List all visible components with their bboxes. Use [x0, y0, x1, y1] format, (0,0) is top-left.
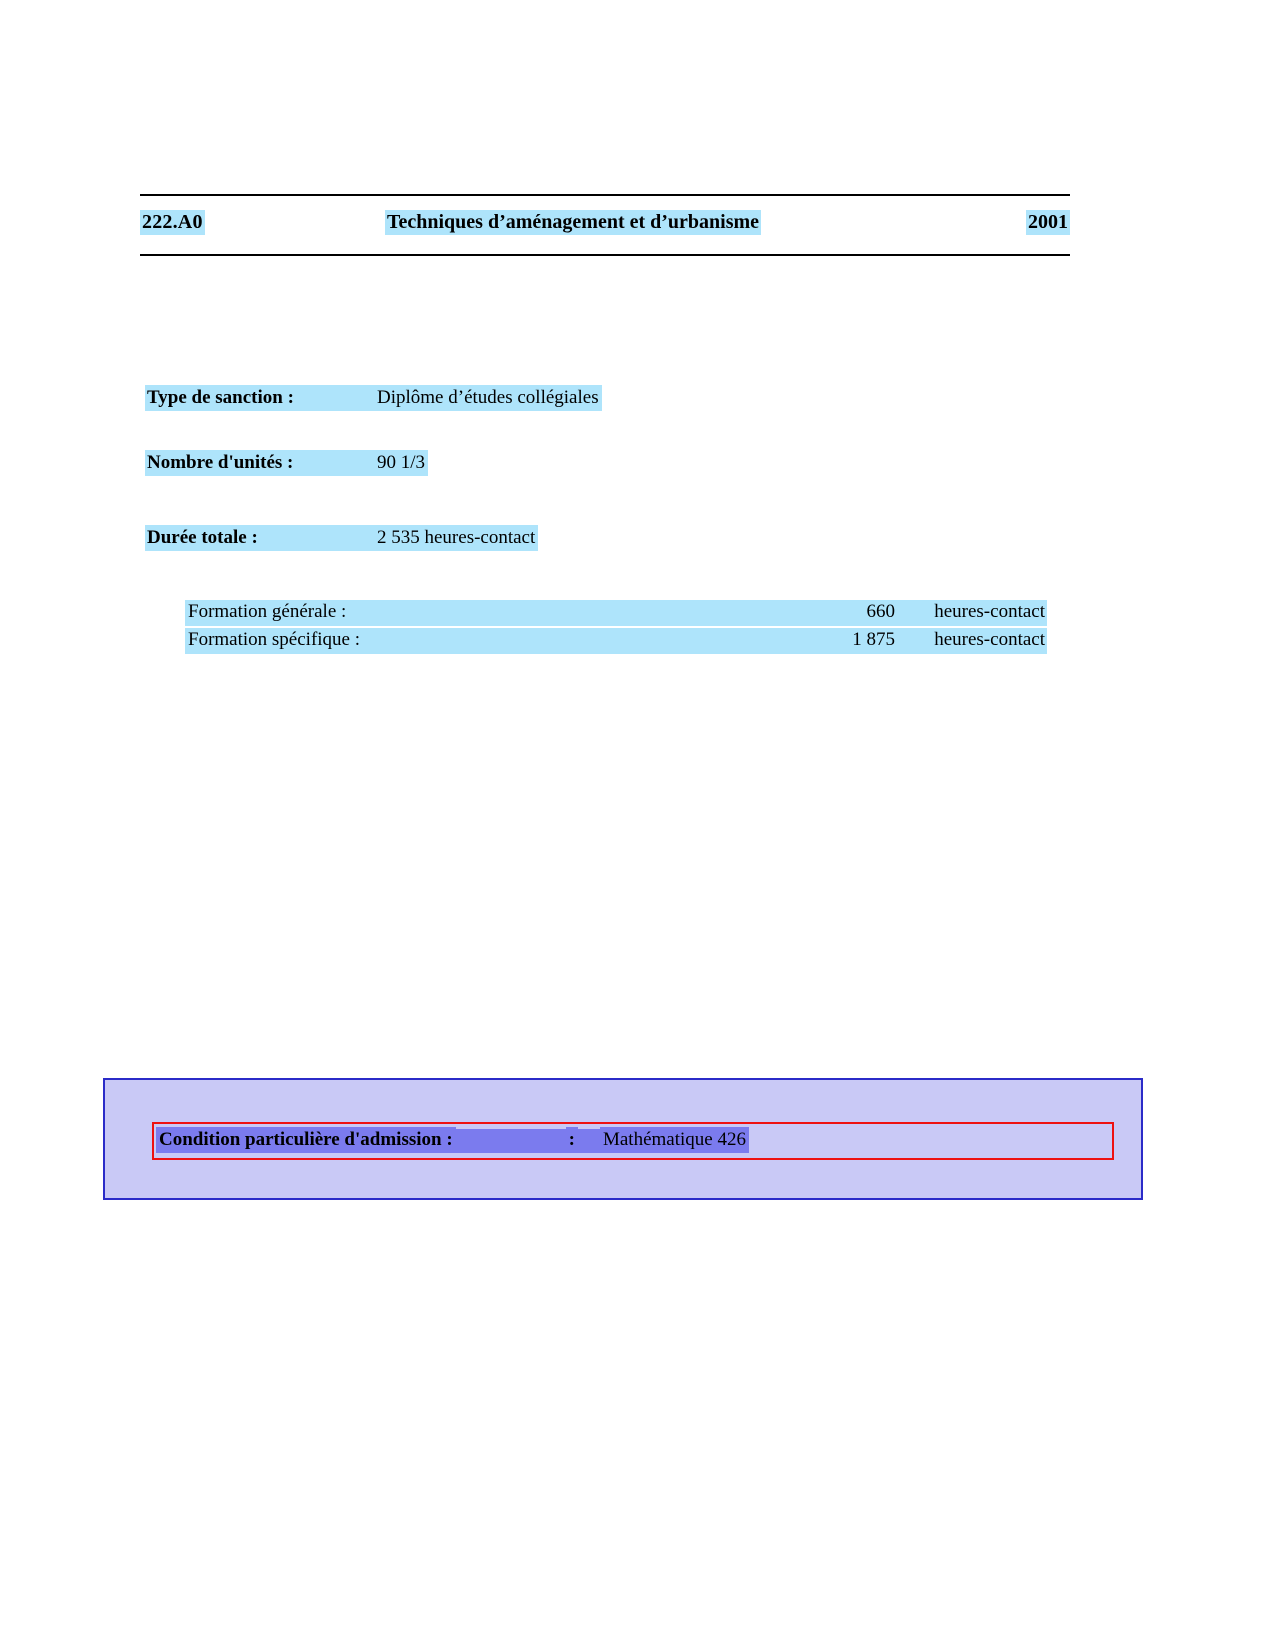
program-year: 2001: [1028, 211, 1068, 233]
admission-spacer-2: [578, 1129, 600, 1153]
admission-label: Condition particulière d'admission :: [156, 1127, 456, 1153]
field-duree-totale: [145, 525, 538, 551]
admission-condition-row: [156, 1127, 749, 1155]
field-value-duree: 2 535 heures-contact: [374, 525, 538, 551]
field-value-unites: 90 1/3: [374, 450, 428, 476]
hours-number: 660: [866, 601, 895, 622]
document-header: [140, 210, 1070, 238]
hours-row-formation-generale: [185, 600, 1047, 626]
field-value-sanction: Diplôme d’études collégiales: [374, 385, 602, 411]
field-label-duree: Durée totale :: [145, 525, 377, 551]
field-label-sanction: Type de sanction :: [145, 385, 377, 411]
hours-label: Formation spécifique :: [188, 629, 361, 650]
field-label-unites: Nombre d'unités :: [145, 450, 377, 476]
field-nombre-unites: [145, 450, 428, 476]
admission-colon: :: [566, 1127, 578, 1153]
admission-spacer: [456, 1129, 566, 1153]
field-type-de-sanction: [145, 385, 602, 411]
hours-unit: heures-contact: [934, 629, 1045, 650]
header-top-rule: [140, 194, 1070, 196]
program-code: 222.A0: [142, 211, 203, 233]
hours-number: 1 875: [852, 629, 895, 650]
hours-row-formation-specifique: [185, 628, 1047, 654]
program-title: Techniques d’aménagement et d’urbanisme: [387, 211, 760, 233]
hours-unit: heures-contact: [934, 601, 1045, 622]
admission-value: Mathématique 426: [600, 1127, 749, 1153]
hours-label: Formation générale :: [188, 601, 347, 622]
header-bottom-rule: [140, 254, 1070, 256]
